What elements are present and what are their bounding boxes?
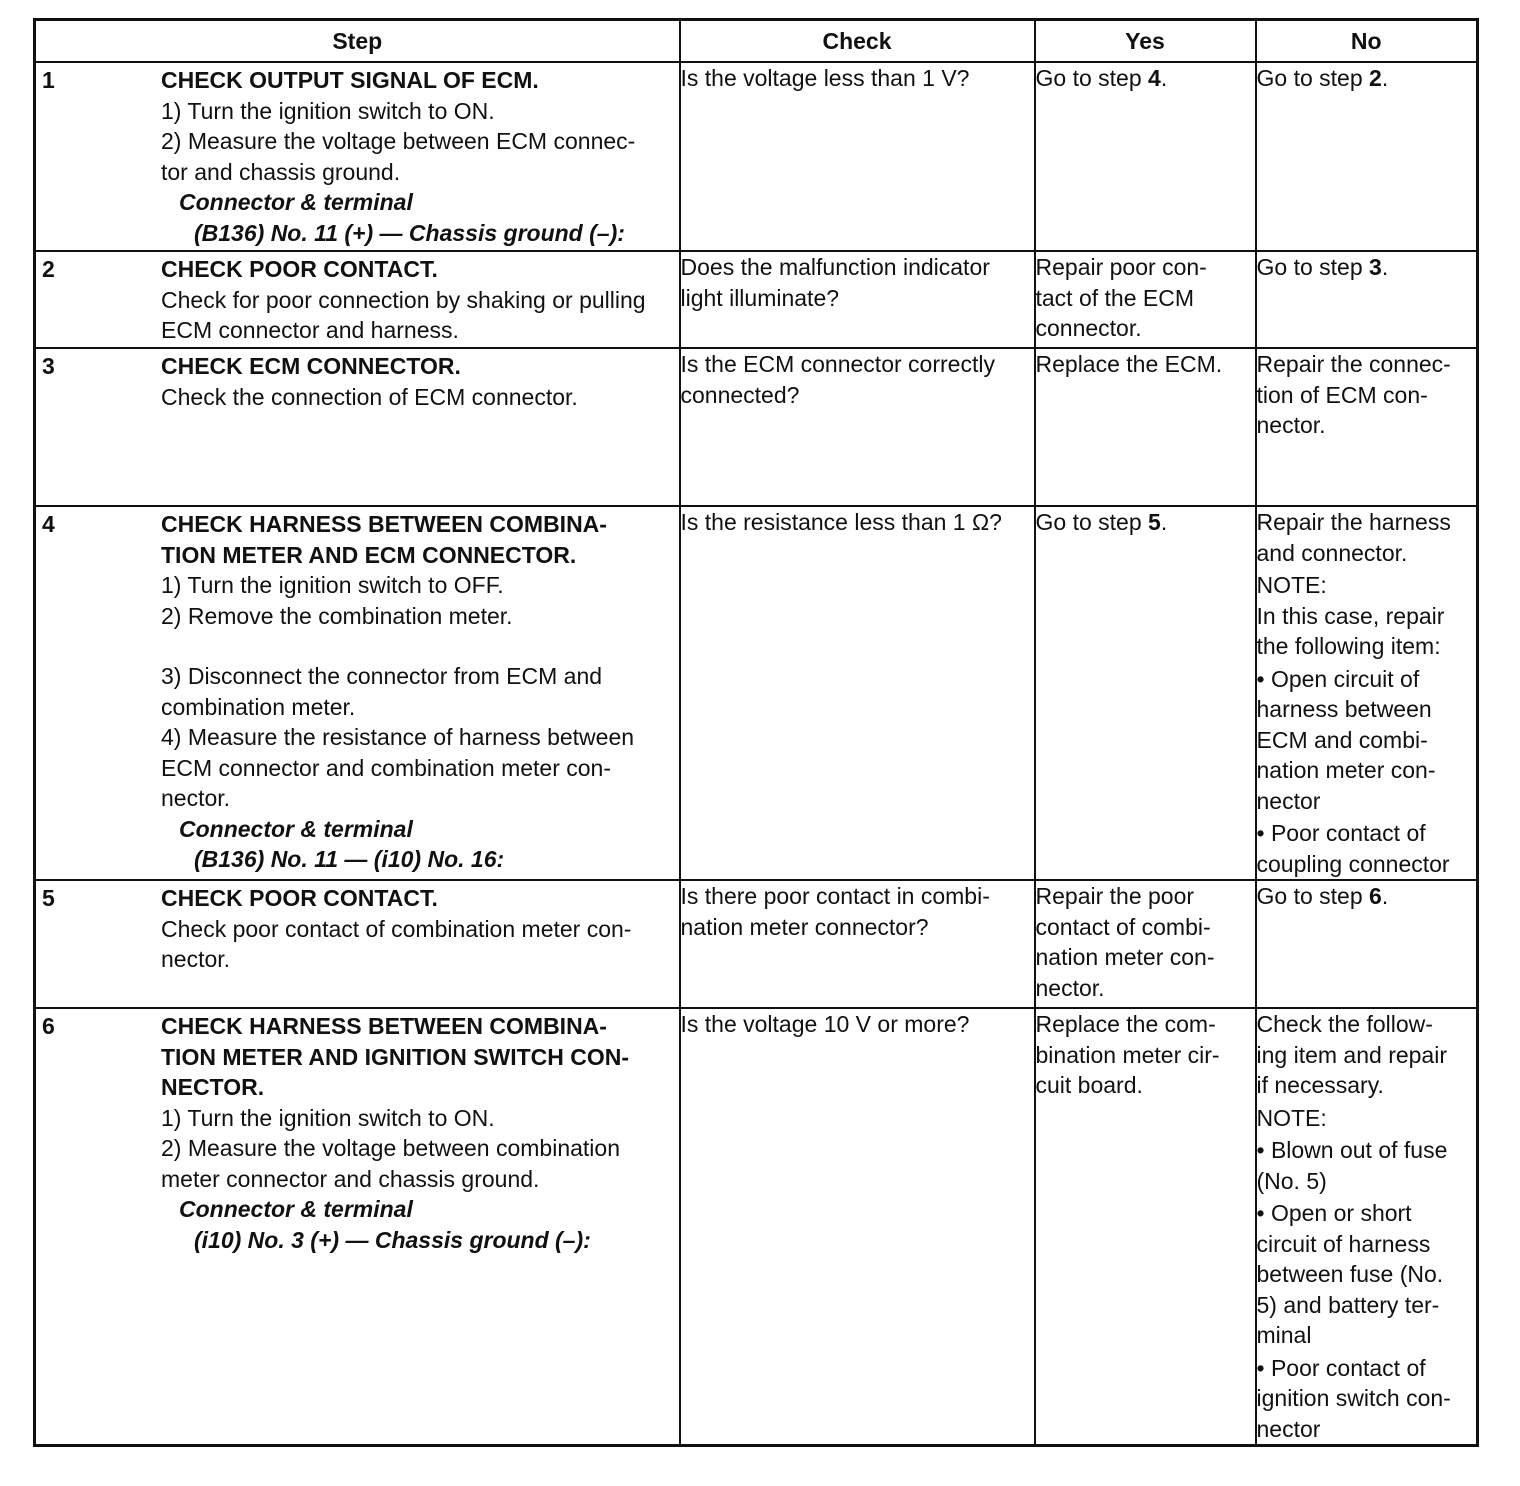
check-text: Is the voltage less than 1 V? [680,65,970,91]
step-line: combination meter. [161,693,356,720]
step-cell [35,348,680,506]
step-cell [35,251,680,348]
table-row [35,880,1478,1008]
step-line: nector. [161,946,231,972]
step-line: meter connector and chassis ground. [161,1165,540,1192]
yes-cell [1035,251,1256,348]
check-text: light illuminate? [680,284,840,311]
connector-terminal-value: (B136) No. 11 (+) — Chassis ground (–): [194,219,625,246]
no-cell [1256,348,1478,506]
check-cell [680,1008,1035,1446]
yes-text: cuit board. [1035,1072,1143,1098]
step-title: NECTOR. [161,1074,265,1100]
no-step-ref: 2 [1369,65,1382,91]
yes-text: nector. [1035,974,1105,1001]
yes-text: connector. [1035,315,1142,341]
check-text: nation meter connector? [680,913,929,940]
step-line: 1) Turn the ignition switch to ON. [161,1104,495,1131]
bullet-line: nector [1256,1415,1321,1442]
note-label: NOTE: [1256,572,1327,598]
step-number: 5 [42,885,55,911]
step-line: 1) Turn the ignition switch to ON. [161,97,495,124]
yes-text: Go to step [1035,509,1149,535]
yes-cell [1035,348,1256,506]
step-title: CHECK POOR CONTACT. [161,256,438,282]
step-line: ECM connector and combination meter con- [161,754,611,781]
step-line: 4) Measure the resistance of harness between [161,724,635,750]
step-cell [35,506,680,880]
table-row [35,1008,1478,1446]
no-cell [1256,251,1478,348]
header-yes: Yes [1035,20,1256,63]
bullet-line: • Blown out of fuse [1256,1137,1448,1163]
no-text: Repair the connec- [1256,351,1451,377]
connector-terminal-value: (B136) No. 11 — (i10) No. 16: [194,846,505,872]
step-line: ECM connector and harness. [161,317,459,343]
no-cell [1256,1008,1478,1446]
check-text: Is there poor contact in combi- [680,883,990,909]
bullet-item [1257,1353,1477,1445]
step-line: Check poor contact of combination meter con- [161,915,632,942]
bullet-item [1257,1198,1477,1351]
no-step-ref: 6 [1369,883,1382,909]
yes-text: Replace the ECM. [1035,351,1223,377]
yes-suffix: . [1160,509,1168,535]
step-line: 2) Measure the voltage between combination [161,1135,621,1161]
bullet-line: • Open circuit of [1256,665,1420,692]
yes-cell [1035,880,1256,1008]
connector-terminal-label: Connector & terminal [179,189,413,215]
header-no: No [1256,20,1478,63]
step-number: 3 [42,353,55,379]
no-text: ing item and repair [1256,1041,1447,1068]
check-text: connected? [680,381,800,408]
step-cell [35,1008,680,1446]
table-row [35,506,1478,880]
step-title: CHECK ECM CONNECTOR. [161,353,461,379]
bullet-item [1257,1135,1477,1196]
no-text: Go to step [1256,65,1370,91]
yes-cell [1035,506,1256,880]
yes-text: Replace the com- [1035,1011,1216,1037]
yes-suffix: . [1160,65,1168,91]
bullet-line: circuit of harness [1256,1230,1431,1257]
bullet-line: ignition switch con- [1256,1385,1451,1411]
bullet-line: nector [1256,787,1321,814]
check-text: Is the resistance less than 1 Ω? [680,509,1002,535]
no-text: tion of ECM con- [1256,381,1428,408]
no-suffix: . [1381,65,1389,91]
bullet-item [1257,664,1477,817]
step-number: 6 [42,1013,55,1039]
no-cell [1256,506,1478,880]
bullet-line: nation meter con- [1256,757,1436,783]
step-line: tor and chassis ground. [161,158,401,185]
no-text: nector. [1256,412,1326,438]
connector-terminal-value: (i10) No. 3 (+) — Chassis ground (–): [194,1226,591,1253]
step-title: CHECK HARNESS BETWEEN COMBINA- [161,1013,607,1039]
check-cell [680,348,1035,506]
bullet-line: between fuse (No. [1256,1261,1444,1287]
step-title: CHECK OUTPUT SIGNAL OF ECM. [161,67,539,93]
bullet-line: • Poor contact of [1256,1354,1426,1381]
check-text: Is the voltage 10 V or more? [680,1011,970,1037]
bullet-line: (No. 5) [1256,1167,1327,1194]
check-cell [680,506,1035,880]
yes-step-ref: 5 [1148,509,1161,535]
yes-text: Go to step [1035,65,1149,91]
check-cell [680,880,1035,1008]
no-cell [1256,880,1478,1008]
bullet-line: ECM and combi- [1256,726,1428,753]
yes-text: tact of the ECM [1035,284,1195,311]
diagnostic-table [33,18,1479,1447]
yes-step-ref: 4 [1148,65,1161,91]
table-row [35,348,1478,506]
note-text: In this case, repair [1256,602,1445,629]
check-text: Is the ECM connector correctly [680,351,995,377]
step-cell [35,880,680,1008]
step-title: TION METER AND IGNITION SWITCH CON- [161,1043,630,1070]
yes-cell [1035,62,1256,251]
connector-terminal-label: Connector & terminal [179,815,413,842]
step-line: nector. [161,785,231,811]
check-text: Does the malfunction indicator [680,254,990,280]
bullet-item [1257,818,1477,879]
no-text: Go to step [1256,883,1370,909]
table-row [35,62,1478,251]
check-cell [680,251,1035,348]
no-suffix: . [1381,883,1389,909]
no-text: Go to step [1256,254,1370,280]
step-line: 1) Turn the ignition switch to OFF. [161,572,504,598]
connector-terminal-label: Connector & terminal [179,1196,413,1222]
no-text: if necessary. [1256,1072,1384,1098]
step-line: Check the connection of ECM connector. [161,383,578,410]
yes-text: nation meter con- [1035,944,1215,970]
spacer [161,631,675,661]
no-step-ref: 3 [1369,254,1382,280]
yes-cell [1035,1008,1256,1446]
bullet-line: coupling connector [1256,850,1450,877]
no-suffix: . [1381,254,1389,280]
no-text: and connector. [1256,539,1408,566]
step-number: 4 [42,511,55,537]
step-line: 2) Remove the combination meter. [161,602,513,629]
step-line: 3) Disconnect the connector from ECM and [161,663,603,689]
step-line: Check for poor connection by shaking or pulling [161,286,646,313]
header-step: Step [35,20,680,63]
note-label: NOTE: [1256,1104,1327,1131]
no-text: Repair the harness [1256,509,1451,535]
step-cell [35,62,680,251]
bullet-line: 5) and battery ter- [1256,1291,1440,1318]
check-cell [680,62,1035,251]
header-check: Check [680,20,1035,63]
yes-text: contact of combi- [1035,913,1211,940]
step-number: 2 [42,256,55,282]
yes-text: Repair poor con- [1035,254,1207,280]
yes-text: Repair the poor [1035,883,1195,909]
note-text: the following item: [1256,633,1441,659]
bullet-line: minal [1256,1322,1312,1348]
step-title: CHECK POOR CONTACT. [161,885,438,911]
bullet-line: harness between [1256,696,1432,722]
bullet-line: • Poor contact of [1256,820,1426,846]
table-row [35,251,1478,348]
bullet-line: • Open or short [1256,1200,1412,1226]
header-row [35,20,1478,63]
yes-text: bination meter cir- [1035,1041,1220,1068]
no-cell [1256,62,1478,251]
step-number: 1 [42,67,55,93]
no-text: Check the follow- [1256,1011,1433,1037]
step-title: TION METER AND ECM CONNECTOR. [161,541,577,568]
step-line: 2) Measure the voltage between ECM connec- [161,128,636,154]
step-title: CHECK HARNESS BETWEEN COMBINA- [161,511,607,537]
